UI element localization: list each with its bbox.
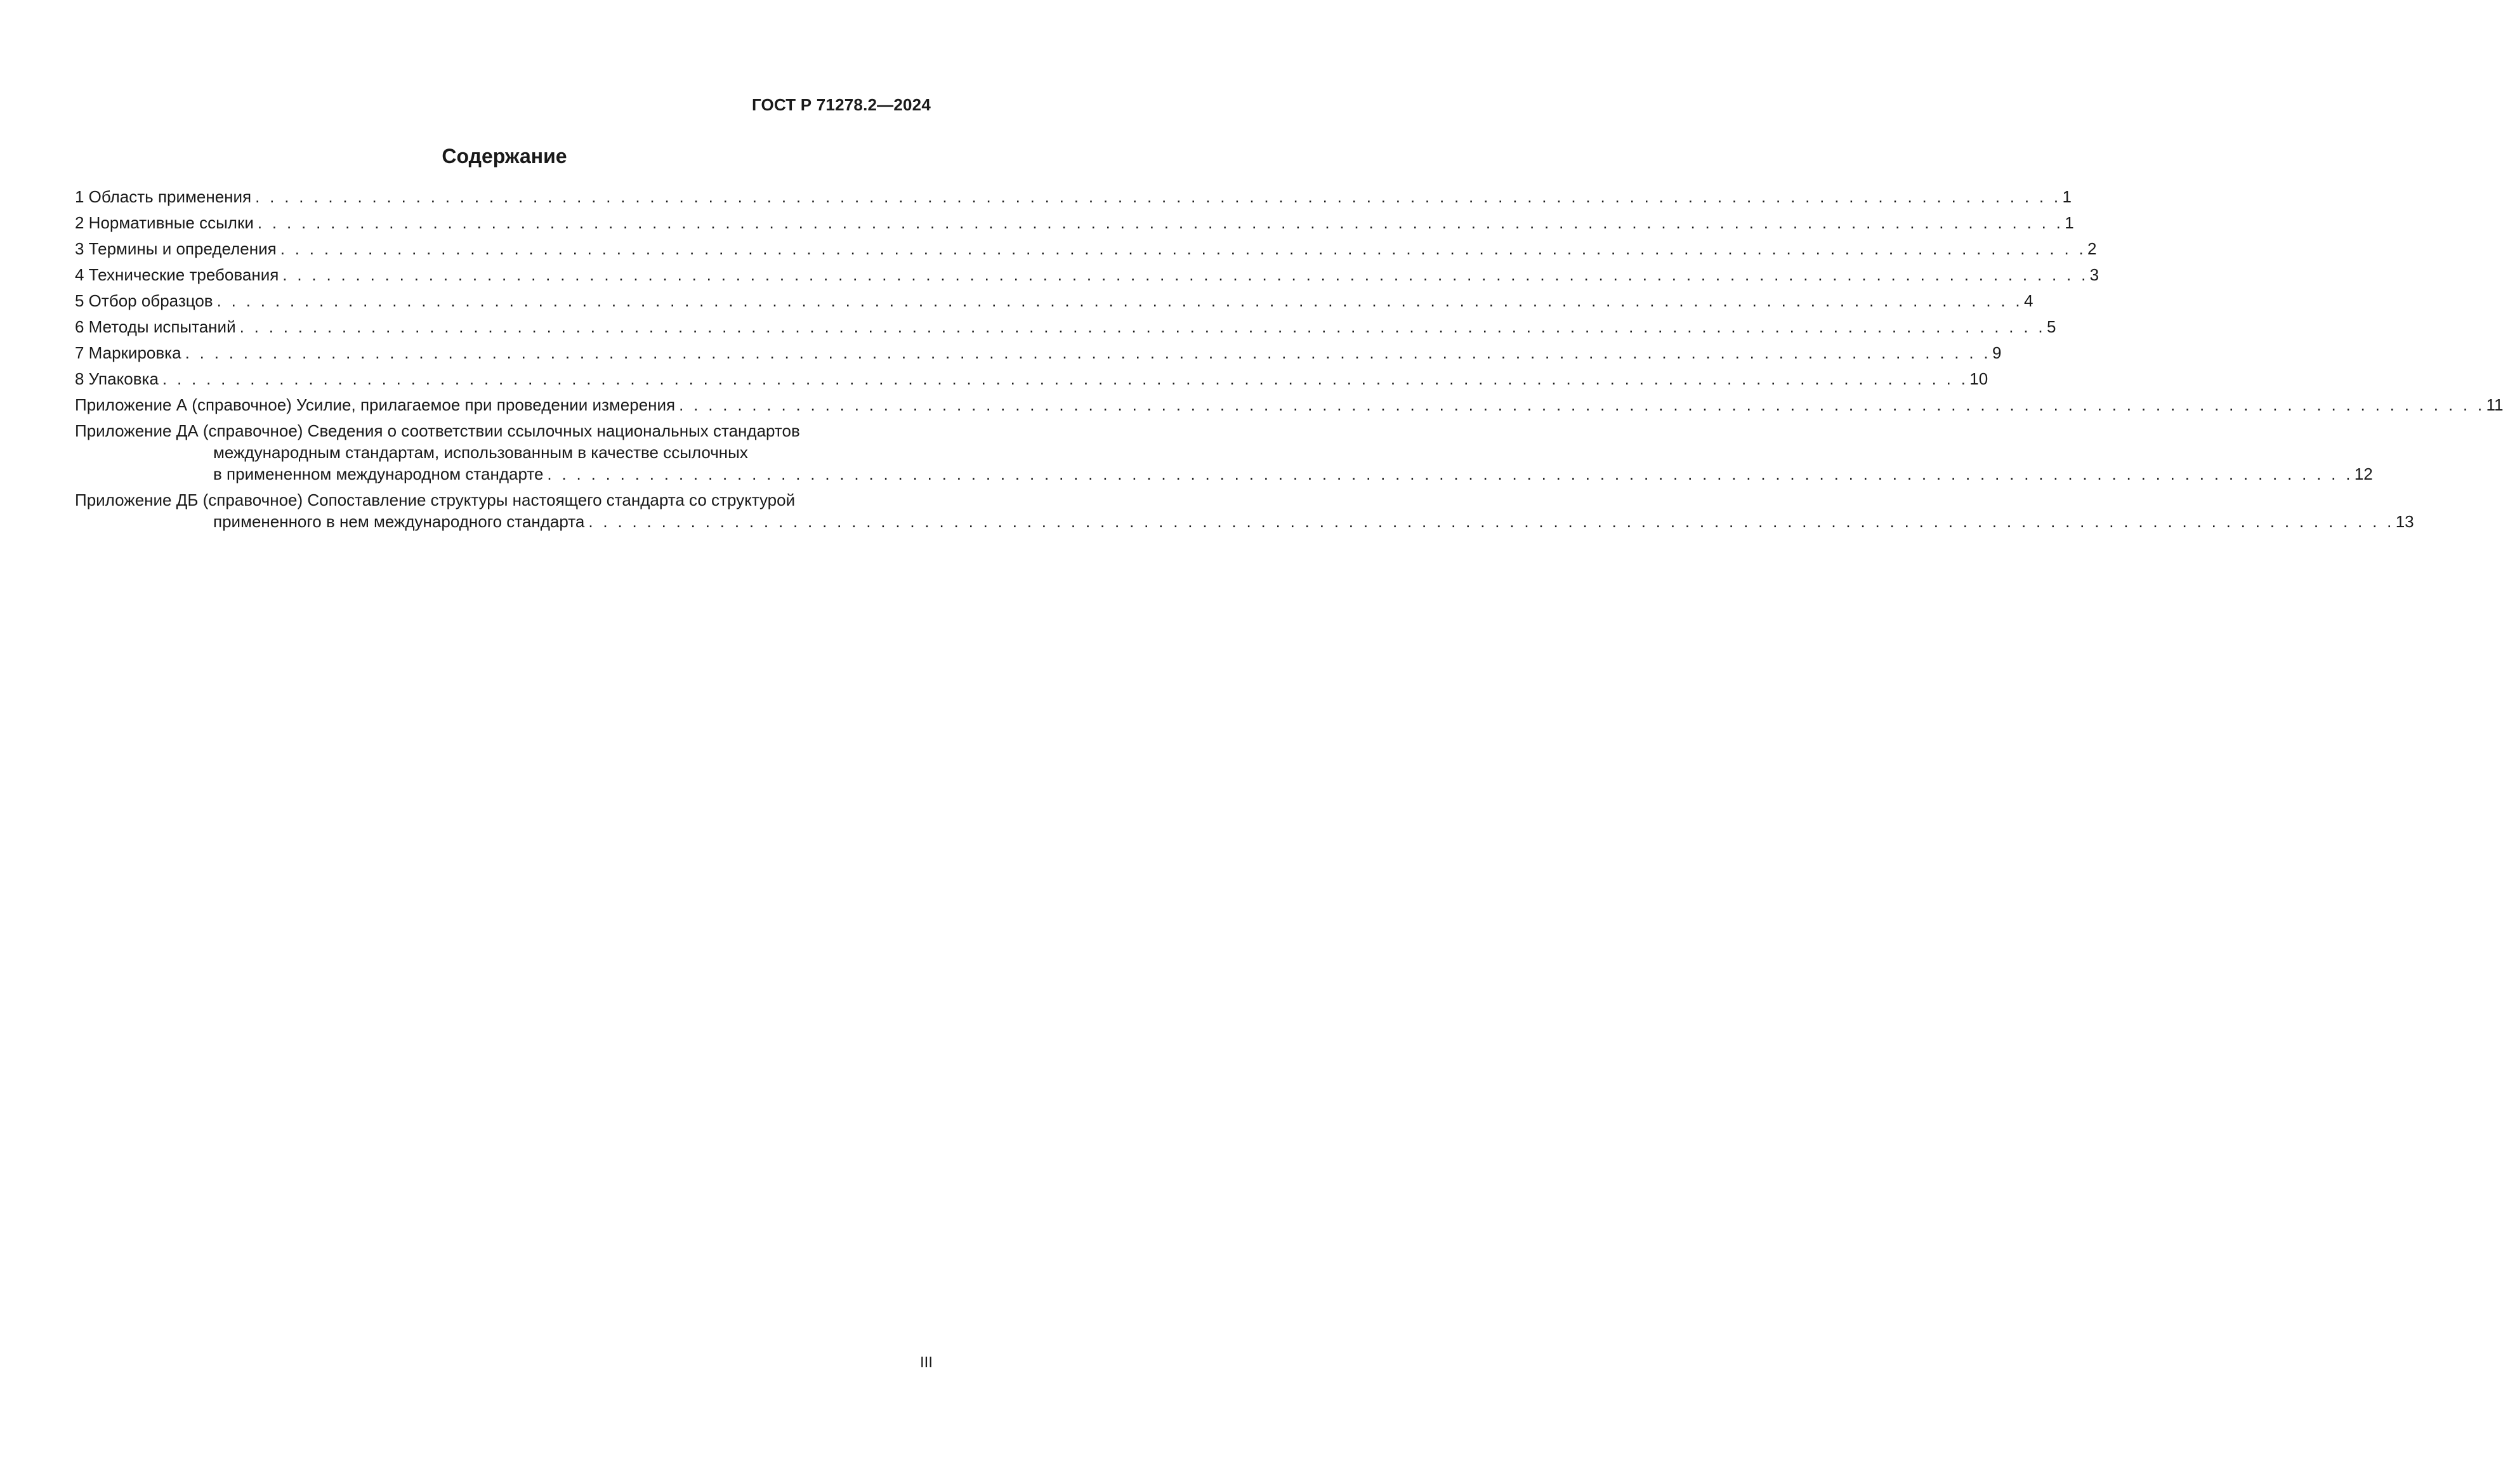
toc-entry-label: 2 Нормативные ссылки — [75, 213, 254, 232]
toc-entry-annex-db[interactable] — [75, 489, 2414, 532]
toc-leader-dots: . . . . . . . . . . . . . . . . . . . . . . . . . . . . . . . . . . . . . . . . . . . . . . . . . . . . . . . . . . . . . . . . . . . . . . . . . . . . . . . . . . . . . . . . . . . . . . . . . . . . . . . . . . . . . . . . . . . . . . . . . . . . — [282, 265, 2089, 284]
toc-leader-dots: . . . . . . . . . . . . . . . . . . . . . . . . . . . . . . . . . . . . . . . . . . . . . . . . . . . . . . . . . . . . . . . . . . . . . . . . . . . . . . . . . . . . . . . . . . . . . . . . . . . . . . . . . . . . . . . . . . . . . . . . . . . . — [255, 187, 2061, 206]
toc-entry-label-line1: Приложение ДА (справочное) Сведения о соответствии ссылочных национальных стандартов — [75, 421, 800, 440]
toc-leader-dots: . . . . . . . . . . . . . . . . . . . . . . . . . . . . . . . . . . . . . . . . . . . . . . . . . . . . . . . . . . . . . . . . . . . . . . . . . . . . . . . . . . . . . . . . . . . . . . . . . . . . . . . . . . . . . . . . . . . . . . . . . . . . — [588, 512, 2395, 531]
toc-entry-annex-a[interactable] — [75, 394, 2503, 416]
toc-entry-page: 11 — [2486, 395, 2503, 414]
toc-entry-label-line2: примененного в нем международного стандарта — [213, 512, 585, 531]
toc-leader-dots: . . . . . . . . . . . . . . . . . . . . . . . . . . . . . . . . . . . . . . . . . . . . . . . . . . . . . . . . . . . . . . . . . . . . . . . . . . . . . . . . . . . . . . . . . . . . . . . . . . . . . . . . . . . . . . . . . . . . . . . . . . . . — [257, 213, 2064, 232]
toc-entry-last-line — [75, 511, 2414, 532]
toc-entry-label-line1: Приложение ДБ (справочное) Сопоставление структуры настоящего стандарта со структурой — [75, 490, 796, 509]
toc-title: Содержание — [442, 145, 567, 167]
toc-entry-label: 3 Термины и определения — [75, 239, 277, 258]
toc-entry-label-line2: международным стандартам, использованным в качестве ссылочных — [213, 443, 748, 462]
toc-entry-6[interactable] — [75, 316, 2056, 338]
toc-entry-label-line3: в примененном международном стандарте — [213, 464, 544, 483]
toc-entry-label: 5 Отбор образцов — [75, 291, 213, 310]
toc-entry-last-line — [75, 463, 2373, 485]
toc-entry-page: 5 — [2046, 317, 2056, 336]
toc-entry-page: 2 — [2087, 239, 2097, 258]
toc-entry-label: 6 Методы испытаний — [75, 317, 236, 336]
toc-entry-annex-da[interactable] — [75, 420, 2373, 485]
toc-entry-page: 10 — [1969, 369, 1988, 388]
toc-entry-page: 9 — [1992, 343, 2002, 362]
toc-entry-page: 4 — [2023, 291, 2033, 310]
toc-leader-dots: . . . . . . . . . . . . . . . . . . . . . . . . . . . . . . . . . . . . . . . . . . . . . . . . . . . . . . . . . . . . . . . . . . . . . . . . . . . . . . . . . . . . . . . . . . . . . . . . . . . . . . . . . . . . . . . . . . . . . . . . . . . . — [239, 317, 2046, 336]
toc-entry-label: 7 Маркировка — [75, 343, 181, 362]
toc-entry-8[interactable] — [75, 368, 1988, 390]
toc-entry-3[interactable] — [75, 238, 2097, 259]
toc-entry-page: 12 — [2354, 464, 2373, 483]
table-of-contents — [75, 186, 2503, 537]
toc-leader-dots: . . . . . . . . . . . . . . . . . . . . . . . . . . . . . . . . . . . . . . . . . . . . . . . . . . . . . . . . . . . . . . . . . . . . . . . . . . . . . . . . . . . . . . . . . . . . . . . . . . . . . . . . . . . . . . . . . . . . . . . . . . . . — [547, 464, 2353, 483]
toc-leader-dots: . . . . . . . . . . . . . . . . . . . . . . . . . . . . . . . . . . . . . . . . . . . . . . . . . . . . . . . . . . . . . . . . . . . . . . . . . . . . . . . . . . . . . . . . . . . . . . . . . . . . . . . . . . . . . . . . . . . . . . . . . . . . — [280, 239, 2087, 258]
toc-entry-1[interactable] — [75, 186, 2072, 207]
document-code: ГОСТ Р 71278.2—2024 — [751, 95, 931, 114]
toc-entry-page: 1 — [2065, 213, 2074, 232]
toc-entry-4[interactable] — [75, 264, 2099, 286]
toc-leader-dots: . . . . . . . . . . . . . . . . . . . . . . . . . . . . . . . . . . . . . . . . . . . . . . . . . . . . . . . . . . . . . . . . . . . . . . . . . . . . . . . . . . . . . . . . . . . . . . . . . . . . . . . . . . . . . . . . . . . . . . . . . . . . — [185, 343, 1991, 362]
toc-entry-page: 3 — [2089, 265, 2099, 284]
toc-leader-dots: . . . . . . . . . . . . . . . . . . . . . . . . . . . . . . . . . . . . . . . . . . . . . . . . . . . . . . . . . . . . . . . . . . . . . . . . . . . . . . . . . . . . . . . . . . . . . . . . . . . . . . . . . . . . . . . . . . . . . . . . . . . . — [162, 369, 1969, 388]
page-number: III — [919, 1354, 933, 1371]
toc-entry-label: 1 Область применения — [75, 187, 252, 206]
toc-leader-dots: . . . . . . . . . . . . . . . . . . . . . . . . . . . . . . . . . . . . . . . . . . . . . . . . . . . . . . . . . . . . . . . . . . . . . . . . . . . . . . . . . . . . . . . . . . . . . . . . . . . . . . . . . . . . . . . . . . . . . . . . . . . . — [216, 291, 2023, 310]
toc-entry-page: 1 — [2062, 187, 2072, 206]
toc-entry-label: 8 Упаковка — [75, 369, 159, 388]
toc-entry-label: 4 Технические требования — [75, 265, 279, 284]
toc-entry-label: Приложение А (справочное) Усилие, прилагаемое при проведении измерения — [75, 395, 676, 414]
toc-leader-dots: . . . . . . . . . . . . . . . . . . . . . . . . . . . . . . . . . . . . . . . . . . . . . . . . . . . . . . . . . . . . . . . . . . . . . . . . . . . . . . . . . . . . . . . . . . . . . . . . . . . . . . . . . . . . . . . . . . . . . . . . . . . . — [679, 395, 2485, 414]
toc-entry-2[interactable] — [75, 212, 2074, 233]
toc-entry-5[interactable] — [75, 290, 2033, 312]
toc-entry-7[interactable] — [75, 342, 2002, 364]
toc-entry-page: 13 — [2395, 512, 2414, 531]
